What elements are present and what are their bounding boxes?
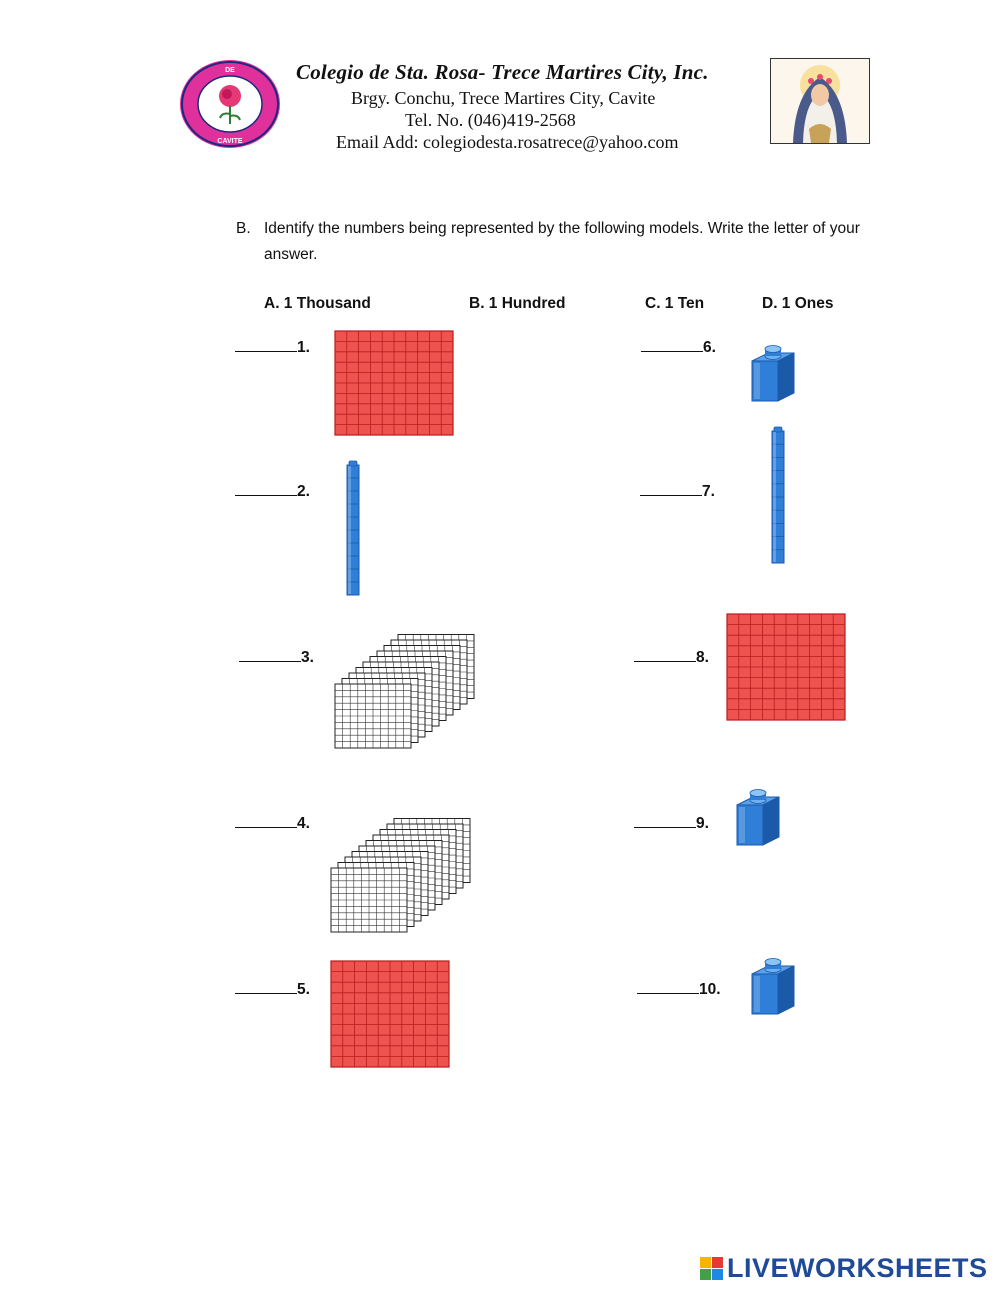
choice-a: A. 1 Thousand — [264, 295, 371, 312]
answer-blank[interactable] — [640, 481, 702, 496]
school-telephone: Tel. No. (046)419-2568 — [405, 110, 576, 130]
answer-blank[interactable] — [634, 813, 696, 828]
item-number: 2. — [297, 483, 310, 500]
answer-blank[interactable] — [637, 979, 699, 994]
answer-blank[interactable] — [235, 337, 297, 352]
brand-name: LIVEWORKSHEETS — [727, 1253, 988, 1283]
item-8 — [634, 647, 709, 667]
item-number: 1. — [297, 339, 310, 356]
school-address: Brgy. Conchu, Trece Martires City, Cavite — [351, 88, 656, 108]
choice-d: D. 1 Ones — [762, 295, 834, 312]
brand-tiles-icon — [700, 1257, 723, 1280]
item-6 — [641, 337, 716, 357]
one-unit-model — [733, 789, 785, 849]
item-3 — [239, 647, 314, 667]
saint-portrait-image — [770, 58, 870, 144]
item-number: 10. — [699, 981, 721, 998]
one-unit-model — [748, 345, 800, 405]
school-logo — [178, 58, 282, 150]
answer-blank[interactable] — [235, 481, 297, 496]
liveworksheets-logo — [700, 1253, 988, 1284]
ten-rod-model — [344, 460, 362, 598]
svg-text:CAVITE: CAVITE — [217, 138, 243, 145]
item-1 — [235, 337, 310, 357]
item-2 — [235, 481, 310, 501]
item-9 — [634, 813, 709, 833]
item-number: 6. — [703, 339, 716, 356]
item-4 — [235, 813, 310, 833]
item-number: 4. — [297, 815, 310, 832]
answer-blank[interactable] — [235, 979, 297, 994]
item-10 — [637, 979, 721, 999]
one-unit-model — [748, 958, 800, 1018]
thousand-cube-model — [330, 804, 478, 934]
choice-b: B. 1 Hundred — [469, 295, 566, 312]
answer-blank[interactable] — [239, 647, 301, 662]
instruction-text: Identify the numbers being represented by the following models. Write the letter of your answer. — [264, 220, 860, 263]
item-5 — [235, 979, 310, 999]
hundred-flat-model — [726, 613, 846, 721]
svg-text:DE: DE — [225, 67, 235, 74]
item-number: 5. — [297, 981, 310, 998]
item-number: 9. — [696, 815, 709, 832]
instruction-letter: B. — [236, 220, 251, 237]
choice-c: C. 1 Ten — [645, 295, 705, 312]
ten-rod-model — [769, 426, 787, 566]
answer-blank[interactable] — [634, 647, 696, 662]
answer-blank[interactable] — [641, 337, 703, 352]
answer-blank[interactable] — [235, 813, 297, 828]
item-number: 8. — [696, 649, 709, 666]
item-number: 7. — [702, 483, 715, 500]
school-name: Colegio de Sta. Rosa- Trece Martires City, Inc. — [296, 60, 709, 84]
school-email: Email Add: colegiodesta.rosatrece@yahoo.com — [336, 132, 679, 152]
item-7 — [640, 481, 715, 501]
instruction — [236, 216, 896, 268]
thousand-cube-model — [334, 620, 482, 750]
item-number: 3. — [301, 649, 314, 666]
hundred-flat-model — [330, 960, 450, 1068]
hundred-flat-model — [334, 330, 454, 436]
